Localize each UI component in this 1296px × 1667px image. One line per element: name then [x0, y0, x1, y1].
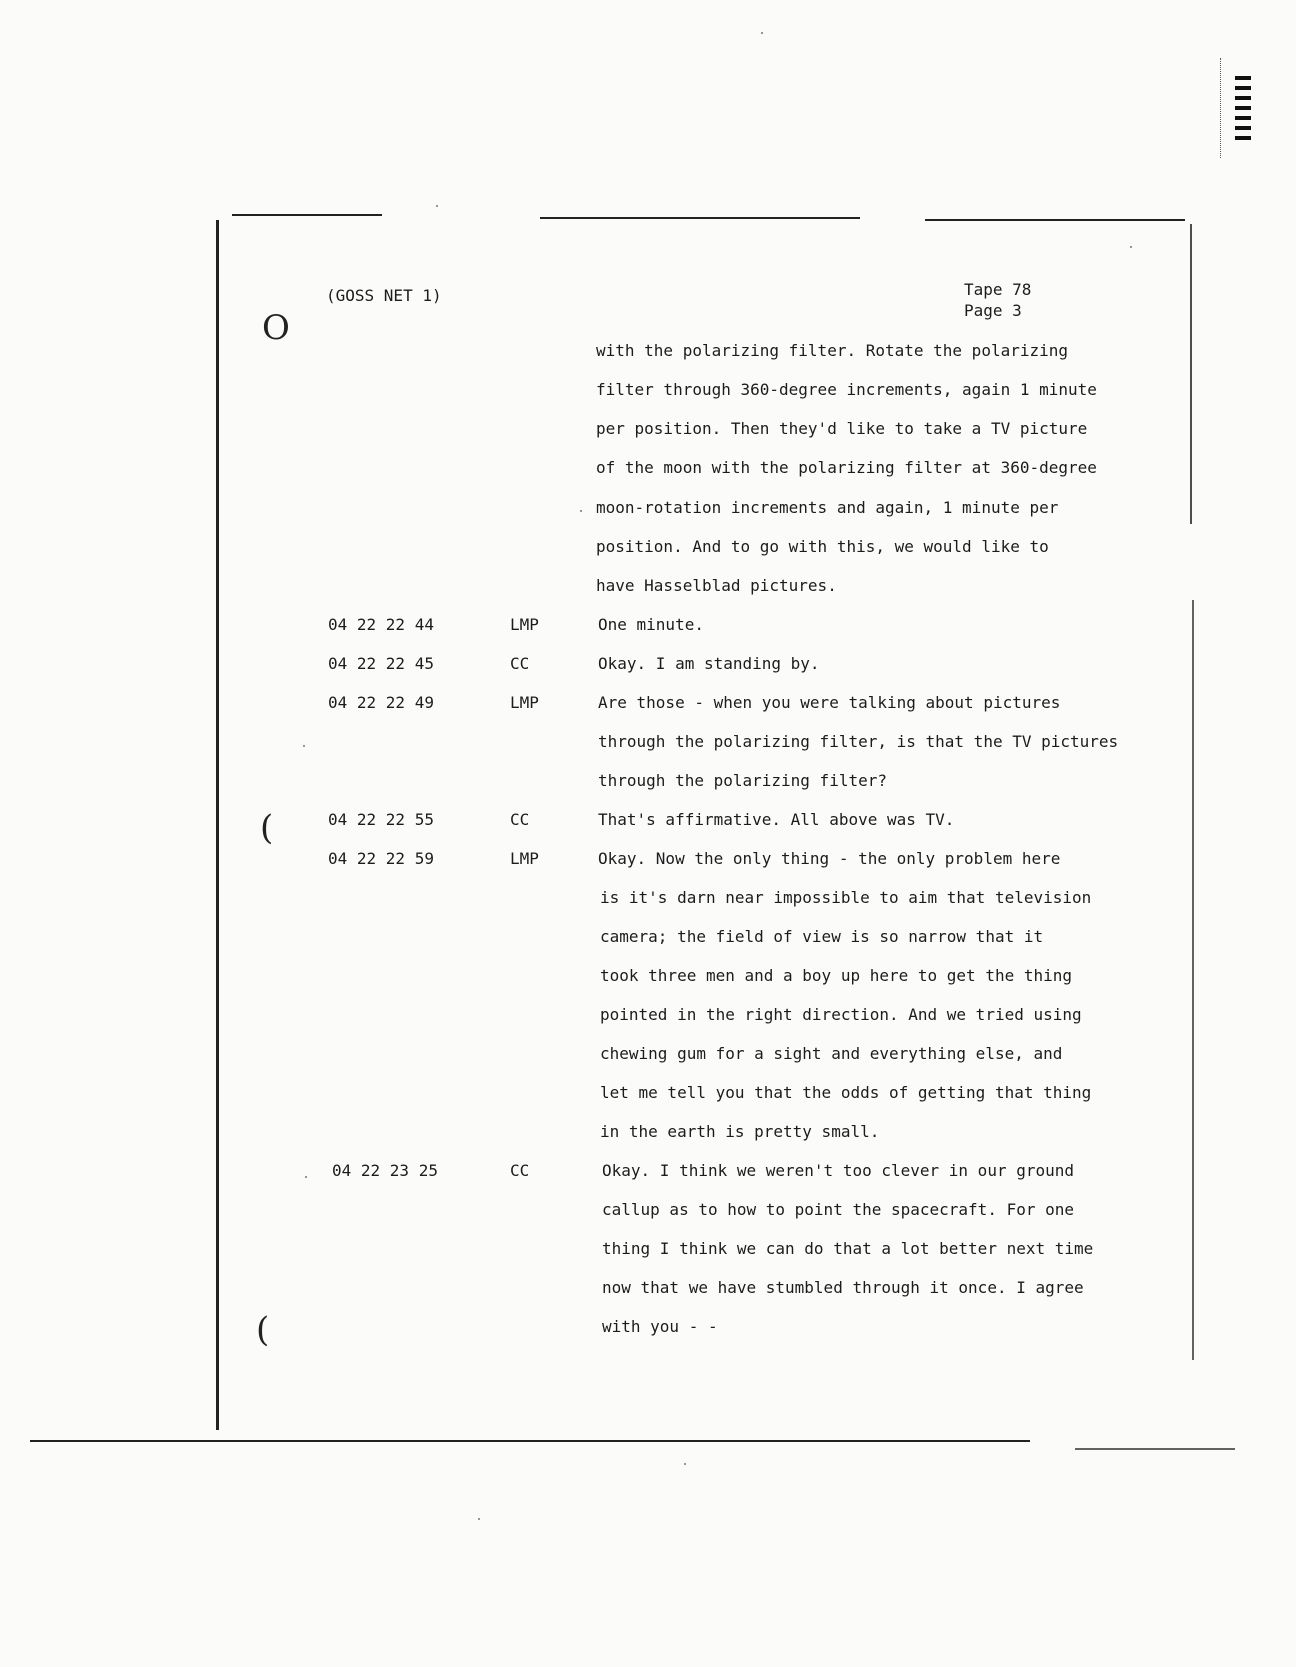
scan-speck: [303, 745, 305, 747]
stamp-bar: [1235, 86, 1251, 90]
frame-left-rule: [216, 220, 219, 1430]
tape-number: Tape 78: [964, 280, 1032, 299]
dialogue-line: thing I think we can do that a lot better next time: [602, 1239, 1094, 1258]
stamp-bar: [1235, 96, 1251, 100]
dialogue-line: chewing gum for a sight and everything else, and: [600, 1044, 1063, 1063]
speaker-label: CC: [510, 810, 530, 829]
dialogue-line: now that we have stumbled through it once. I agree: [602, 1278, 1084, 1297]
dialogue-line: One minute.: [598, 615, 704, 634]
dialogue-line: Are those - when you were talking about pictures: [598, 693, 1061, 712]
frame-top-rule-left: [232, 214, 382, 216]
scan-speck: [761, 32, 763, 34]
timestamp: 04 22 22 45: [328, 654, 434, 673]
punch-hole-mark: O: [262, 308, 290, 348]
timestamp: 04 22 22 44: [328, 615, 434, 634]
stamp-bar: [1235, 126, 1251, 130]
punch-hole-mark: (: [256, 1310, 270, 1350]
frame-right-rule-lower: [1192, 600, 1194, 1360]
dialogue-line: took three men and a boy up here to get the thing: [600, 966, 1073, 985]
dialogue-line: in the earth is pretty small.: [600, 1122, 880, 1141]
stamp-bar: [1235, 116, 1251, 120]
punch-hole-mark: (: [260, 808, 274, 848]
stamp-bar: [1235, 136, 1251, 140]
scan-speck: [580, 510, 582, 512]
dialogue-line: of the moon with the polarizing filter at 360-degree: [596, 458, 1097, 477]
dialogue-line: with you - -: [602, 1317, 718, 1336]
scan-speck: [684, 1463, 686, 1465]
speaker-label: LMP: [510, 615, 539, 634]
dialogue-line: through the polarizing filter, is that the TV pictures: [598, 732, 1119, 751]
dialogue-line: have Hasselblad pictures.: [596, 576, 837, 595]
frame-bottom-rule-right: [1075, 1448, 1235, 1450]
dialogue-line: is it's darn near impossible to aim that television: [600, 888, 1092, 907]
scan-speck: [436, 205, 438, 207]
dialogue-line: through the polarizing filter?: [598, 771, 887, 790]
speaker-label: CC: [510, 1161, 530, 1180]
stamp-bar: [1235, 106, 1251, 110]
frame-right-rule: [1190, 224, 1192, 524]
timestamp: 04 22 23 25: [332, 1161, 438, 1180]
net-label: (GOSS NET 1): [326, 286, 442, 305]
page-number: Page 3: [964, 301, 1022, 320]
dialogue-line: moon-rotation increments and again, 1 minute per: [596, 498, 1059, 517]
dialogue-line: position. And to go with this, we would like to: [596, 537, 1049, 556]
frame-top-rule-right: [925, 219, 1185, 221]
scan-speck: [305, 1176, 307, 1178]
stamp-bar: [1235, 76, 1251, 80]
dialogue-line: filter through 360-degree increments, again 1 minute: [596, 380, 1097, 399]
dialogue-line: Okay. I think we weren't too clever in our ground: [602, 1161, 1075, 1180]
speaker-label: LMP: [510, 849, 539, 868]
dialogue-line: camera; the field of view is so narrow that it: [600, 927, 1044, 946]
scan-speck: [478, 1518, 480, 1520]
dialogue-line: let me tell you that the odds of getting that thing: [600, 1083, 1092, 1102]
speaker-label: CC: [510, 654, 530, 673]
dialogue-line: per position. Then they'd like to take a TV picture: [596, 419, 1088, 438]
speaker-label: LMP: [510, 693, 539, 712]
dialogue-line: Okay. I am standing by.: [598, 654, 820, 673]
dialogue-line: callup as to how to point the spacecraft. For one: [602, 1200, 1075, 1219]
dialogue-line: That's affirmative. All above was TV.: [598, 810, 955, 829]
dialogue-line: pointed in the right direction. And we tried using: [600, 1005, 1082, 1024]
dialogue-line: Okay. Now the only thing - the only problem here: [598, 849, 1061, 868]
frame-top-rule-middle: [540, 217, 860, 219]
scan-speck: [1130, 246, 1132, 248]
dialogue-line: with the polarizing filter. Rotate the polarizing: [596, 341, 1069, 360]
frame-bottom-rule: [30, 1440, 1030, 1442]
timestamp: 04 22 22 55: [328, 810, 434, 829]
stamp-mark: [1220, 58, 1251, 158]
timestamp: 04 22 22 59: [328, 849, 434, 868]
timestamp: 04 22 22 49: [328, 693, 434, 712]
